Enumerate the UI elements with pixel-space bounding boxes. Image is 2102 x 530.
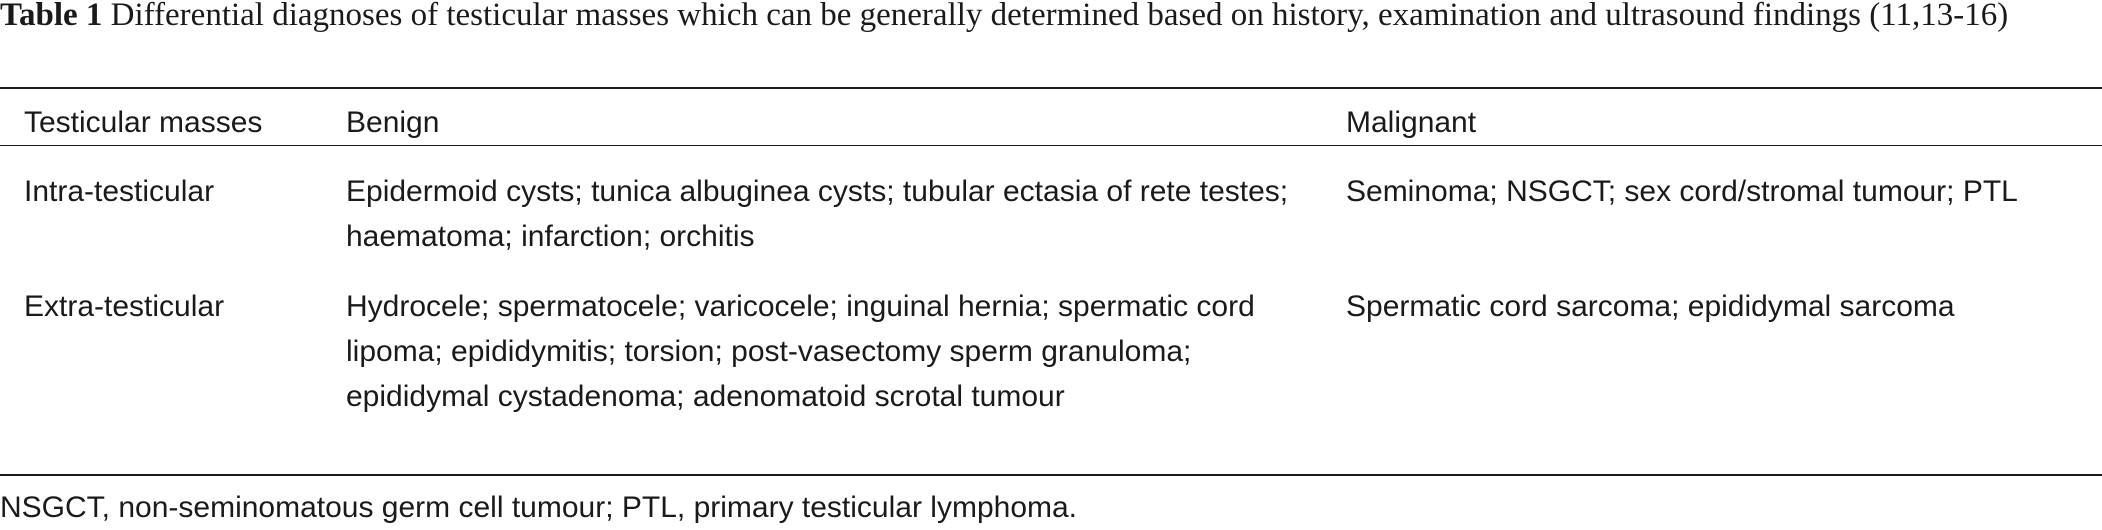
table-caption-label: Table 1: [0, 0, 103, 33]
row-benign-cell: Epidermoid cysts; tunica albuginea cysts; tubular ectasia of rete testes; haematoma; infarction; orchitis: [346, 175, 1289, 253]
table-bottom-rule: [0, 474, 2102, 476]
table-caption-text: Differential diagnoses of testicular masses which can be generally determined based on history, examination and ultrasound findings (11,13-16): [102, 0, 2009, 33]
row-benign-cell: Hydrocele; spermatocele; varicocele; inguinal hernia; spermatic cord lipoma; epididymitis; torsion; post-vasectomy sperm granuloma; epididymal cystadenoma; adenomatoid scrotal tumour: [346, 290, 1255, 413]
table-caption: [0, 0, 2096, 36]
column-header-benign: Benign: [346, 106, 440, 139]
table-footnote: NSGCT, non-seminomatous germ cell tumour; PTL, primary testicular lymphoma.: [0, 491, 1078, 524]
column-header-malignant: Malignant: [1346, 106, 1477, 139]
row-malignant-cell: Seminoma; NSGCT; sex cord/stromal tumour; PTL: [1346, 175, 2018, 208]
row-category-cell: Extra-testicular: [24, 290, 225, 323]
column-header-testicular-masses: Testicular masses: [24, 106, 263, 139]
table-top-rule: [0, 87, 2102, 89]
table-header-rule: [0, 145, 2102, 146]
row-malignant-cell: Spermatic cord sarcoma; epididymal sarcoma: [1346, 290, 1955, 323]
row-category-cell: Intra-testicular: [24, 175, 215, 208]
